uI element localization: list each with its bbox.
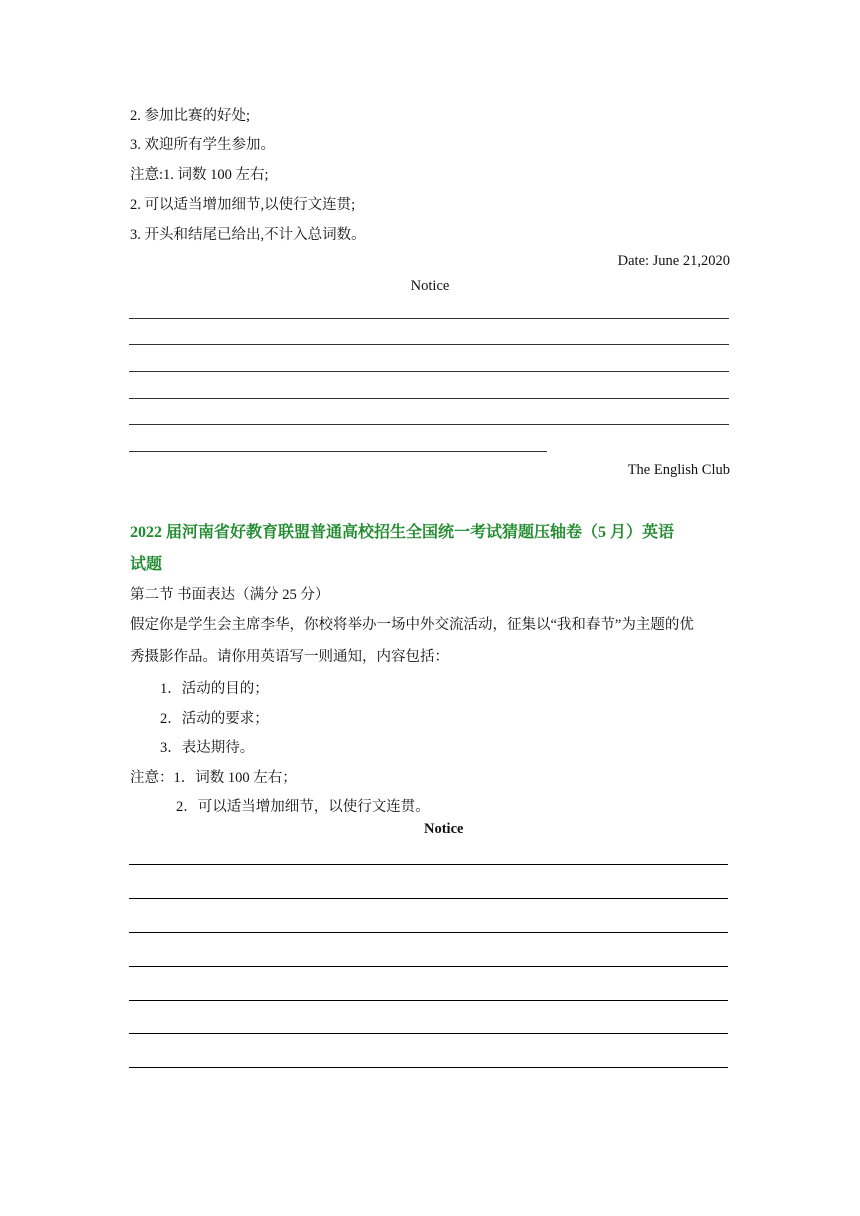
writing-line [129, 932, 728, 933]
notice-title-2: Notice [424, 821, 464, 837]
note-line-2: 2．可以适当增加细节，以使行文连贯。 [176, 799, 430, 815]
writing-line [129, 1033, 728, 1034]
prompt-line-1: 假定你是学生会主席李华，你校将举办一场中外交流活动，征集以“我和春节”为主题的优 [130, 617, 694, 633]
signature: The English Club [627, 462, 730, 478]
notice-title-1: Notice [410, 278, 450, 294]
section1-line-2: 3. 欢迎所有学生参加。 [130, 137, 275, 153]
section1-line-3: 注意:1. 词数 100 左右; [130, 167, 269, 183]
subheading: 第二节 书面表达（满分 25 分） [130, 587, 330, 603]
exam-title-line-2: 试题 [130, 556, 163, 573]
writing-line [129, 371, 729, 372]
writing-line [129, 398, 729, 399]
writing-line [129, 451, 547, 452]
writing-line [129, 1067, 728, 1068]
prompt-line-2: 秀摄影作品。请你用英语写一则通知，内容包括： [130, 649, 449, 665]
writing-line [129, 966, 728, 967]
writing-line [129, 318, 729, 319]
content-item-2: 2．活动的要求； [160, 711, 269, 727]
content-item-1: 1．活动的目的； [160, 681, 269, 697]
exam-title-line-1: 2022 届河南省好教育联盟普通高校招生全国统一考试猜题压轴卷（5 月）英语 [130, 524, 675, 541]
note-line-1: 注意：1．词数 100 左右； [130, 770, 297, 786]
section1-line-1: 2. 参加比赛的好处; [130, 108, 251, 124]
writing-line [129, 864, 728, 865]
section1-line-5: 3. 开头和结尾已给出,不计入总词数。 [130, 227, 366, 243]
writing-line [129, 898, 728, 899]
section1-line-4: 2. 可以适当增加细节,以使行文连贯; [130, 197, 356, 213]
writing-line [129, 1000, 728, 1001]
writing-line [129, 424, 729, 425]
date-line: Date: June 21,2020 [617, 253, 730, 269]
writing-line [129, 344, 729, 345]
content-item-3: 3．表达期待。 [160, 740, 255, 756]
